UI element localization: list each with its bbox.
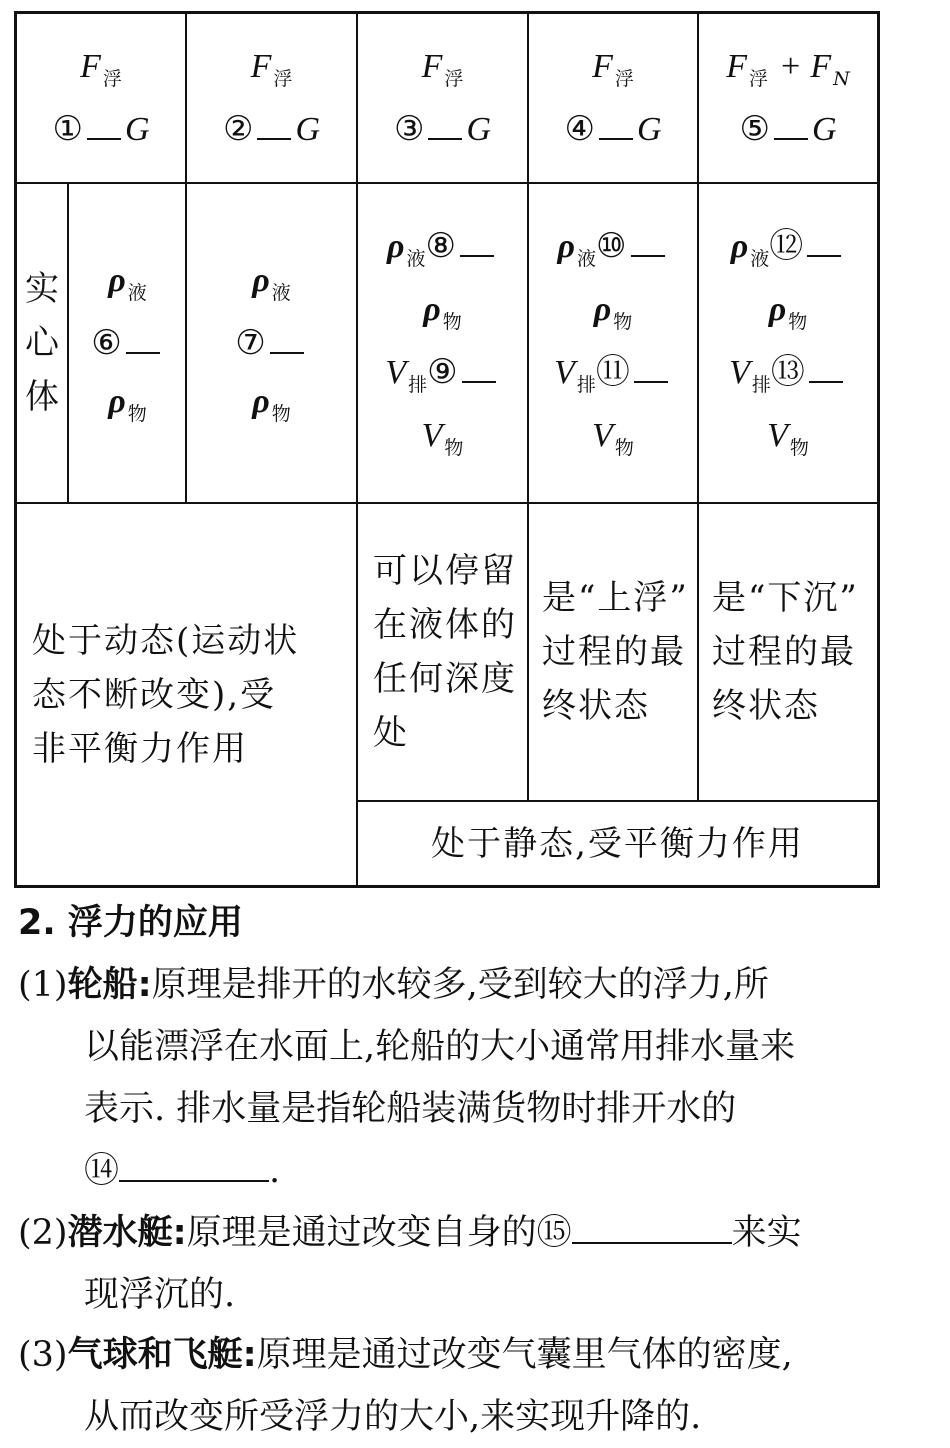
- volume-symbol: V: [554, 354, 575, 391]
- rho-symbol: ρ: [423, 291, 441, 328]
- text-line: 来实: [731, 1213, 802, 1253]
- answer-number: ②: [222, 109, 254, 149]
- volume-subscript: 排: [751, 374, 771, 396]
- force-cell-2: [186, 14, 357, 182]
- density-volume-cell-3: [357, 184, 528, 502]
- answer-blank: [428, 114, 462, 140]
- table-border-bottom: [14, 885, 880, 888]
- answer-blank: [599, 114, 633, 140]
- item-title: 轮船:: [67, 965, 152, 1005]
- rho-subscript: 物: [788, 311, 808, 333]
- ship-paragraph: [18, 954, 918, 1202]
- volume-symbol: V: [767, 417, 788, 454]
- answer-number: ⑨: [427, 352, 458, 392]
- suspend-cell: [357, 504, 528, 800]
- text-line: 原理是通过改变自身的⑮: [186, 1213, 572, 1253]
- solid-label: [16, 184, 68, 502]
- balloon-paragraph: [18, 1324, 918, 1448]
- rho-symbol: ρ: [108, 262, 126, 299]
- answer-blank: [119, 1150, 269, 1182]
- text-line: 非平衡力作用: [32, 728, 248, 769]
- text-line: 表示. 排水量是指轮船装满货物时排开水的: [84, 1089, 737, 1129]
- force-symbol: F: [80, 48, 101, 85]
- answer-blank: [460, 231, 494, 257]
- force-symbol: F: [421, 48, 443, 85]
- answer-number: ⑤: [739, 109, 770, 149]
- rho-subscript: 物: [442, 311, 462, 333]
- force-symbol: F: [592, 48, 613, 85]
- force-cell-3: [357, 14, 528, 182]
- heading-text: 2. 浮力的应用: [18, 903, 243, 943]
- text-line: 过程的最: [712, 632, 856, 672]
- text-line: 在液体的: [373, 605, 517, 645]
- volume-symbol: V: [729, 354, 750, 391]
- answer-number: ③: [393, 109, 425, 149]
- density-cell-1: [69, 184, 186, 502]
- volume-subscript: 物: [789, 437, 809, 459]
- gravity-symbol: G: [124, 111, 150, 148]
- answer-blank: [87, 114, 121, 140]
- rho-symbol: ρ: [252, 262, 270, 299]
- answer-number: ⑪: [595, 352, 630, 392]
- answer-number: ⑥: [91, 323, 122, 363]
- rho-subscript: 物: [613, 311, 633, 333]
- text-line: 终状态: [542, 686, 650, 726]
- volume-subscript: 物: [444, 437, 464, 459]
- rho-symbol: ρ: [768, 291, 787, 328]
- rho-subscript: 物: [271, 403, 291, 425]
- volume-subscript: 物: [614, 437, 634, 459]
- sink-final-cell: [698, 504, 878, 800]
- label-char: 心: [25, 323, 59, 363]
- support-force-symbol: + F: [778, 48, 832, 85]
- text-line: 态不断改变),受: [32, 674, 277, 715]
- rho-subscript: 液: [577, 248, 597, 270]
- text-line: 原理是排开的水较多,受到较大的浮力,所: [151, 965, 769, 1005]
- answer-number: ⑦: [235, 323, 266, 363]
- force-subscript: 浮: [749, 68, 769, 90]
- density-cell-2: [186, 184, 357, 502]
- text-line: 原理是通过改变气囊里气体的密度,: [256, 1335, 793, 1375]
- rho-symbol: ρ: [557, 228, 575, 265]
- gravity-symbol: G: [466, 111, 492, 148]
- volume-symbol: V: [592, 417, 613, 454]
- dynamic-state-cell: [16, 504, 357, 885]
- answer-blank: [126, 328, 160, 354]
- rho-subscript: 物: [127, 403, 147, 425]
- answer-blank: [257, 114, 291, 140]
- answer-blank: [809, 357, 843, 383]
- text-line: 处于静态,受平衡力作用: [431, 823, 804, 864]
- rho-subscript: 液: [271, 282, 291, 304]
- support-force-subscript: N: [833, 68, 850, 90]
- volume-symbol: V: [421, 417, 443, 454]
- rho-subscript: 液: [127, 282, 147, 304]
- answer-number: ⑩: [596, 226, 627, 266]
- rho-subscript: 液: [406, 248, 426, 270]
- rho-symbol: ρ: [386, 228, 405, 265]
- item-number: (2): [18, 1213, 68, 1253]
- item-title: 气球和飞艇:: [67, 1335, 257, 1375]
- force-cell-1: [16, 14, 186, 182]
- text-line: 任何深度: [373, 659, 517, 699]
- section-heading: [18, 892, 918, 954]
- text-line: 是“上浮”: [542, 578, 689, 618]
- rho-symbol: ρ: [593, 291, 612, 328]
- answer-number: ⑫: [769, 226, 804, 266]
- item-number: (1): [18, 965, 68, 1005]
- label-char: 实: [25, 269, 59, 309]
- density-volume-cell-5: [698, 184, 878, 502]
- text-line: 处: [373, 713, 409, 753]
- rho-symbol: ρ: [252, 383, 270, 420]
- answer-blank: [631, 231, 665, 257]
- text-line: 是“下沉”: [712, 578, 859, 618]
- answer-number: ⑬: [770, 352, 805, 392]
- answer-blank: [572, 1212, 732, 1244]
- force-subscript: 浮: [102, 68, 122, 90]
- item-title: 潜水艇:: [67, 1213, 187, 1253]
- gravity-symbol: G: [636, 111, 662, 148]
- text-line: 处于动态(运动状: [32, 620, 300, 661]
- force-symbol: F: [250, 48, 272, 85]
- rho-subscript: 液: [750, 248, 770, 270]
- text-line: 可以停留: [373, 551, 517, 591]
- answer-blank: [634, 357, 668, 383]
- force-subscript: 浮: [614, 68, 634, 90]
- item-number: (3): [18, 1335, 68, 1375]
- volume-symbol: V: [385, 354, 407, 391]
- answer-number: ①: [52, 109, 83, 149]
- force-cell-5: [698, 14, 878, 182]
- period: .: [269, 1151, 281, 1191]
- text-line: 以能漂浮在水面上,轮船的大小通常用排水量来: [84, 1027, 796, 1067]
- submarine-paragraph: [18, 1202, 918, 1326]
- answer-blank: [807, 231, 841, 257]
- answer-blank: [774, 114, 808, 140]
- text-line: 现浮沉的.: [84, 1275, 236, 1315]
- force-subscript: 浮: [273, 68, 293, 90]
- gravity-symbol: G: [811, 111, 837, 148]
- answer-number: ⑧: [425, 226, 456, 266]
- label-char: 体: [25, 377, 59, 417]
- volume-subscript: 排: [408, 374, 428, 396]
- gravity-symbol: G: [295, 111, 321, 148]
- volume-subscript: 排: [576, 374, 596, 396]
- density-volume-cell-4: [528, 184, 698, 502]
- force-cell-4: [528, 14, 698, 182]
- answer-blank: [462, 357, 496, 383]
- rho-symbol: ρ: [730, 228, 749, 265]
- force-symbol: F: [726, 48, 748, 85]
- rho-symbol: ρ: [108, 383, 126, 420]
- answer-blank: [270, 328, 304, 354]
- answer-number: ⑭: [84, 1151, 120, 1191]
- float-final-cell: [528, 504, 698, 800]
- force-subscript: 浮: [444, 68, 464, 90]
- text-line: 过程的最: [542, 632, 686, 672]
- text-line: 终状态: [712, 686, 820, 726]
- static-state-cell: [357, 802, 878, 885]
- text-line: 从而改变所受浮力的大小,来实现升降的.: [84, 1397, 702, 1437]
- answer-number: ④: [564, 109, 595, 149]
